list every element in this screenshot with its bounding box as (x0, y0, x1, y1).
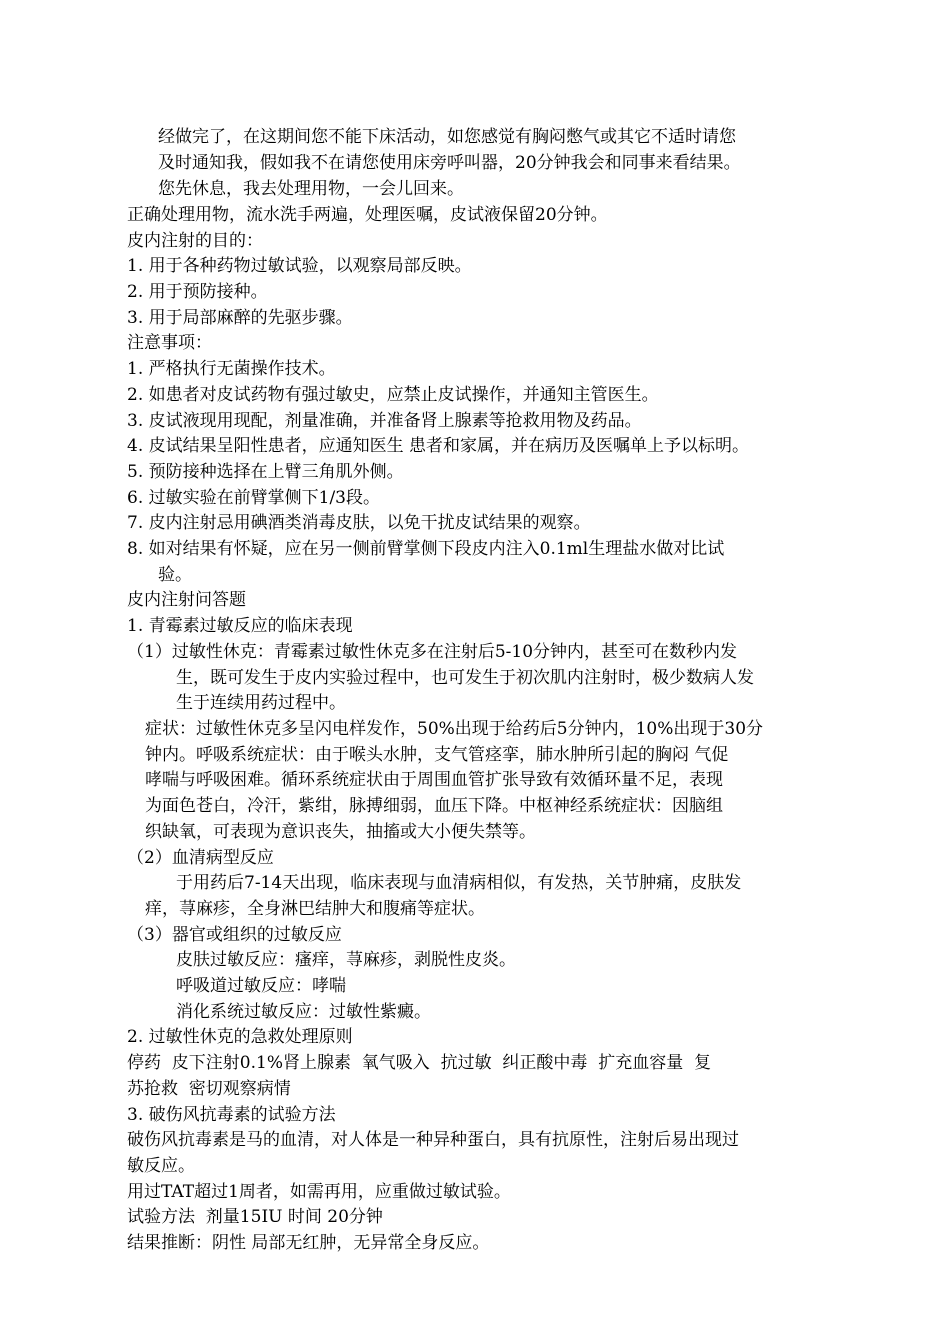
text-line: 经做完了，在这期间您不能下床活动，如您感觉有胸闷憋气或其它不适时请您 (158, 127, 736, 147)
text-line: 症状：过敏性休克多呈闪电样发作，50%出现于给药后5分钟内，10%出现于30分 (145, 719, 764, 739)
text-line: 生于连续用药过程中。 (176, 693, 346, 713)
text-line: 呼吸道过敏反应：哮喘 (176, 976, 346, 996)
text-line: 于用药后7-14天出现，临床表现与血清病相似，有发热，关节肿痛，皮肤发 (176, 873, 742, 893)
text-line: 试验方法 剂量15IU 时间 20分钟 (127, 1207, 383, 1227)
list-item: 4. 皮试结果呈阳性患者，应通知医生 患者和家属，并在病历及医嘱单上予以标明。 (127, 436, 750, 456)
list-item: 6. 过敏实验在前臂掌侧下1/3段。 (127, 488, 380, 508)
text-line: 哮喘与呼吸困难。循环系统症状由于周围血管扩张导致有效循环量不足，表现 (145, 770, 723, 790)
text-line: 消化系统过敏反应：过敏性紫癜。 (176, 1002, 431, 1022)
text-line: 苏抢救 密切观察病情 (127, 1079, 291, 1099)
list-item: 2. 如患者对皮试药物有强过敏史，应禁止皮试操作，并通知主管医生。 (127, 385, 659, 405)
list-item: 1. 严格执行无菌操作技术。 (127, 359, 336, 379)
text-line: 织缺氧，可表现为意识丧失，抽搐或大小便失禁等。 (145, 822, 536, 842)
list-item: 2. 过敏性休克的急救处理原则 (127, 1027, 353, 1047)
text-line: 您先休息，我去处理用物，一会儿回来。 (158, 179, 464, 199)
list-item: 3. 破伤风抗毒素的试验方法 (127, 1105, 336, 1125)
text-line: 破伤风抗毒素是马的血清，对人体是一种异种蛋白，具有抗原性，注射后易出现过 (127, 1130, 739, 1150)
text-line: 正确处理用物，流水洗手两遍，处理医嘱，皮试液保留20分钟。 (127, 205, 608, 225)
section-heading: 注意事项： (127, 333, 212, 353)
text-line: 用过TAT超过1周者，如需再用，应重做过敏试验。 (127, 1182, 511, 1202)
text-line: 皮肤过敏反应：瘙痒，荨麻疹，剥脱性皮炎。 (176, 950, 516, 970)
text-line: 生，既可发生于皮内实验过程中，也可发生于初次肌内注射时，极少数病人发 (176, 668, 754, 688)
list-item: 7. 皮内注射忌用碘酒类消毒皮肤，以免干扰皮试结果的观察。 (127, 513, 591, 533)
list-item: 8. 如对结果有怀疑，应在另一侧前臂掌侧下段皮内注入0.1ml生理盐水做对比试 (127, 539, 725, 559)
text-line: 验。 (158, 565, 192, 585)
list-item: 5. 预防接种选择在上臂三角肌外侧。 (127, 462, 404, 482)
sub-heading: （2）血清病型反应 (127, 848, 274, 868)
section-heading: 皮内注射问答题 (127, 590, 246, 610)
list-item: 1. 青霉素过敏反应的临床表现 (127, 616, 353, 636)
text-line: 为面色苍白，冷汗，紫绀，脉搏细弱，血压下降。中枢神经系统症状：因脑组 (145, 796, 723, 816)
list-item: 2. 用于预防接种。 (127, 282, 268, 302)
list-item: 1. 用于各种药物过敏试验，以观察局部反映。 (127, 256, 472, 276)
sub-heading: （3）器官或组织的过敏反应 (127, 925, 342, 945)
text-line: 结果推断：阴性 局部无红肿，无异常全身反应。 (127, 1233, 490, 1253)
list-item: 3. 用于局部麻醉的先驱步骤。 (127, 308, 353, 328)
sub-heading: （1）过敏性休克：青霉素过敏性休克多在注射后5-10分钟内，甚至可在数秒内发 (127, 642, 738, 662)
section-heading: 皮内注射的目的： (127, 231, 263, 251)
list-item: 3. 皮试液现用现配，剂量准确，并准备肾上腺素等抢救用物及药品。 (127, 411, 642, 431)
text-line: 停药 皮下注射0.1%肾上腺素 氧气吸入 抗过敏 纠正酸中毒 扩充血容量 复 (127, 1053, 712, 1073)
text-line: 钟内。呼吸系统症状：由于喉头水肿，支气管痉挛，肺水肿所引起的胸闷 气促 (145, 745, 729, 765)
text-line: 敏反应。 (127, 1156, 195, 1176)
text-line: 痒，荨麻疹，全身淋巴结肿大和腹痛等症状。 (145, 899, 485, 919)
text-line: 及时通知我，假如我不在请您使用床旁呼叫器，20分钟我会和同事来看结果。 (158, 153, 741, 173)
